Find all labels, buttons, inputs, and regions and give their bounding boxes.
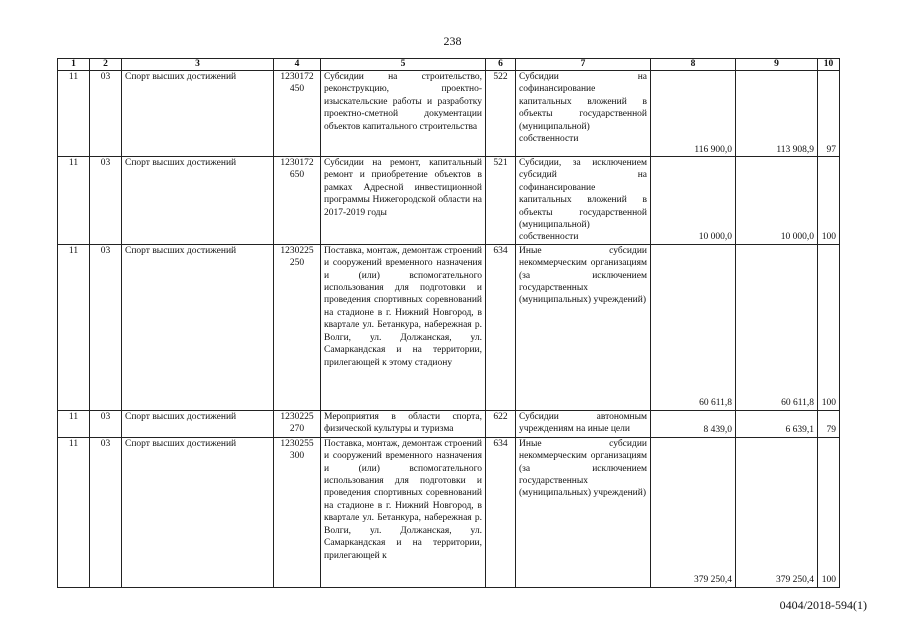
subsection-code: 03 [90, 71, 122, 157]
target-article-code: 1230225 250 [274, 244, 321, 410]
header-cell: 3 [122, 59, 274, 71]
subsection-code: 03 [90, 157, 122, 245]
section-code: 11 [58, 244, 90, 410]
expense-type-code: 634 [486, 437, 516, 587]
target-article-code: 1230172 450 [274, 71, 321, 157]
header-cell: 1 [58, 59, 90, 71]
document-code: 0404/2018-594(1) [779, 598, 867, 612]
planned-amount: 60 611,8 [651, 244, 736, 410]
planned-amount: 379 250,4 [651, 437, 736, 587]
article-description: Поставка, монтаж, демонтаж строений и сооружений временного назначения и (или) вспомогательного использования для подготовки и проведения спортивных соревнований на стадионе в г. Нижний Новгород, в квартале ул. Бетанкура, набережная р. Волги, ул. Должанская, ул. Самаркандская и на территории, прилегающей к [321, 437, 486, 587]
expense-type-code: 521 [486, 157, 516, 245]
execution-percent: 100 [818, 244, 840, 410]
article-description: Субсидии на ремонт, капитальный ремонт и приобретение объектов в рамках Адресной инвестиционной программы Нижегородской области на 2017-2019 годы [321, 157, 486, 245]
page-number: 238 [443, 34, 462, 48]
planned-amount: 116 900,0 [651, 71, 736, 157]
table-header-row [58, 59, 840, 71]
section-name: Спорт высших достижений [122, 437, 274, 587]
expense-type-name: Иные субсидии некоммерческим организациям (за исключением государственных (муниципальных) учреждений) [516, 437, 651, 587]
header-cell: 10 [818, 59, 840, 71]
article-description: Поставка, монтаж, демонтаж строений и сооружений временного назначения и (или) вспомогательного использования для подготовки и проведения спортивных соревнований на стадионе в г. Нижний Новгород, в квартале ул. Бетанкура, набережная р. Волги, ул. Должанская, ул. Самаркандская и на территории, прилегающей к этому стадиону [321, 244, 486, 410]
section-name: Спорт высших достижений [122, 157, 274, 245]
actual-amount: 6 639,1 [736, 410, 818, 437]
table-row [58, 244, 840, 410]
budget-table [57, 58, 840, 588]
article-description: Субсидии на строительство, реконструкцию, проектно-изыскательские работы и разработку проектно-сметной документации объектов капитального строительства [321, 71, 486, 157]
actual-amount: 60 611,8 [736, 244, 818, 410]
expense-type-name: Субсидии автономным учреждениям на иные цели [516, 410, 651, 437]
expense-type-code: 634 [486, 244, 516, 410]
execution-percent: 79 [818, 410, 840, 437]
header-cell: 7 [516, 59, 651, 71]
planned-amount: 10 000,0 [651, 157, 736, 245]
section-name: Спорт высших достижений [122, 71, 274, 157]
subsection-code: 03 [90, 437, 122, 587]
expense-type-code: 622 [486, 410, 516, 437]
execution-percent: 97 [818, 71, 840, 157]
table-row [58, 410, 840, 437]
target-article-code: 1230172 650 [274, 157, 321, 245]
header-cell: 2 [90, 59, 122, 71]
section-code: 11 [58, 437, 90, 587]
actual-amount: 10 000,0 [736, 157, 818, 245]
section-name: Спорт высших достижений [122, 410, 274, 437]
expense-type-name: Иные субсидии некоммерческим организациям (за исключением государственных (муниципальных) учреждений) [516, 244, 651, 410]
actual-amount: 113 908,9 [736, 71, 818, 157]
table-row [58, 157, 840, 245]
header-cell: 5 [321, 59, 486, 71]
header-cell: 8 [651, 59, 736, 71]
section-name: Спорт высших достижений [122, 244, 274, 410]
article-description: Мероприятия в области спорта, физической культуры и туризма [321, 410, 486, 437]
subsection-code: 03 [90, 244, 122, 410]
target-article-code: 1230255 300 [274, 437, 321, 587]
execution-percent: 100 [818, 157, 840, 245]
execution-percent: 100 [818, 437, 840, 587]
expense-type-name: Субсидии на софинансирование капитальных вложений в объекты государственной (муниципальной) собственности [516, 71, 651, 157]
section-code: 11 [58, 410, 90, 437]
actual-amount: 379 250,4 [736, 437, 818, 587]
expense-type-code: 522 [486, 71, 516, 157]
header-cell: 9 [736, 59, 818, 71]
table-row [58, 71, 840, 157]
subsection-code: 03 [90, 410, 122, 437]
table-row [58, 437, 840, 587]
section-code: 11 [58, 71, 90, 157]
section-code: 11 [58, 157, 90, 245]
header-cell: 4 [274, 59, 321, 71]
target-article-code: 1230225 270 [274, 410, 321, 437]
planned-amount: 8 439,0 [651, 410, 736, 437]
expense-type-name: Субсидии, за исключением субсидий на софинансирование капитальных вложений в объекты государственной (муниципальной) собственности [516, 157, 651, 245]
header-cell: 6 [486, 59, 516, 71]
